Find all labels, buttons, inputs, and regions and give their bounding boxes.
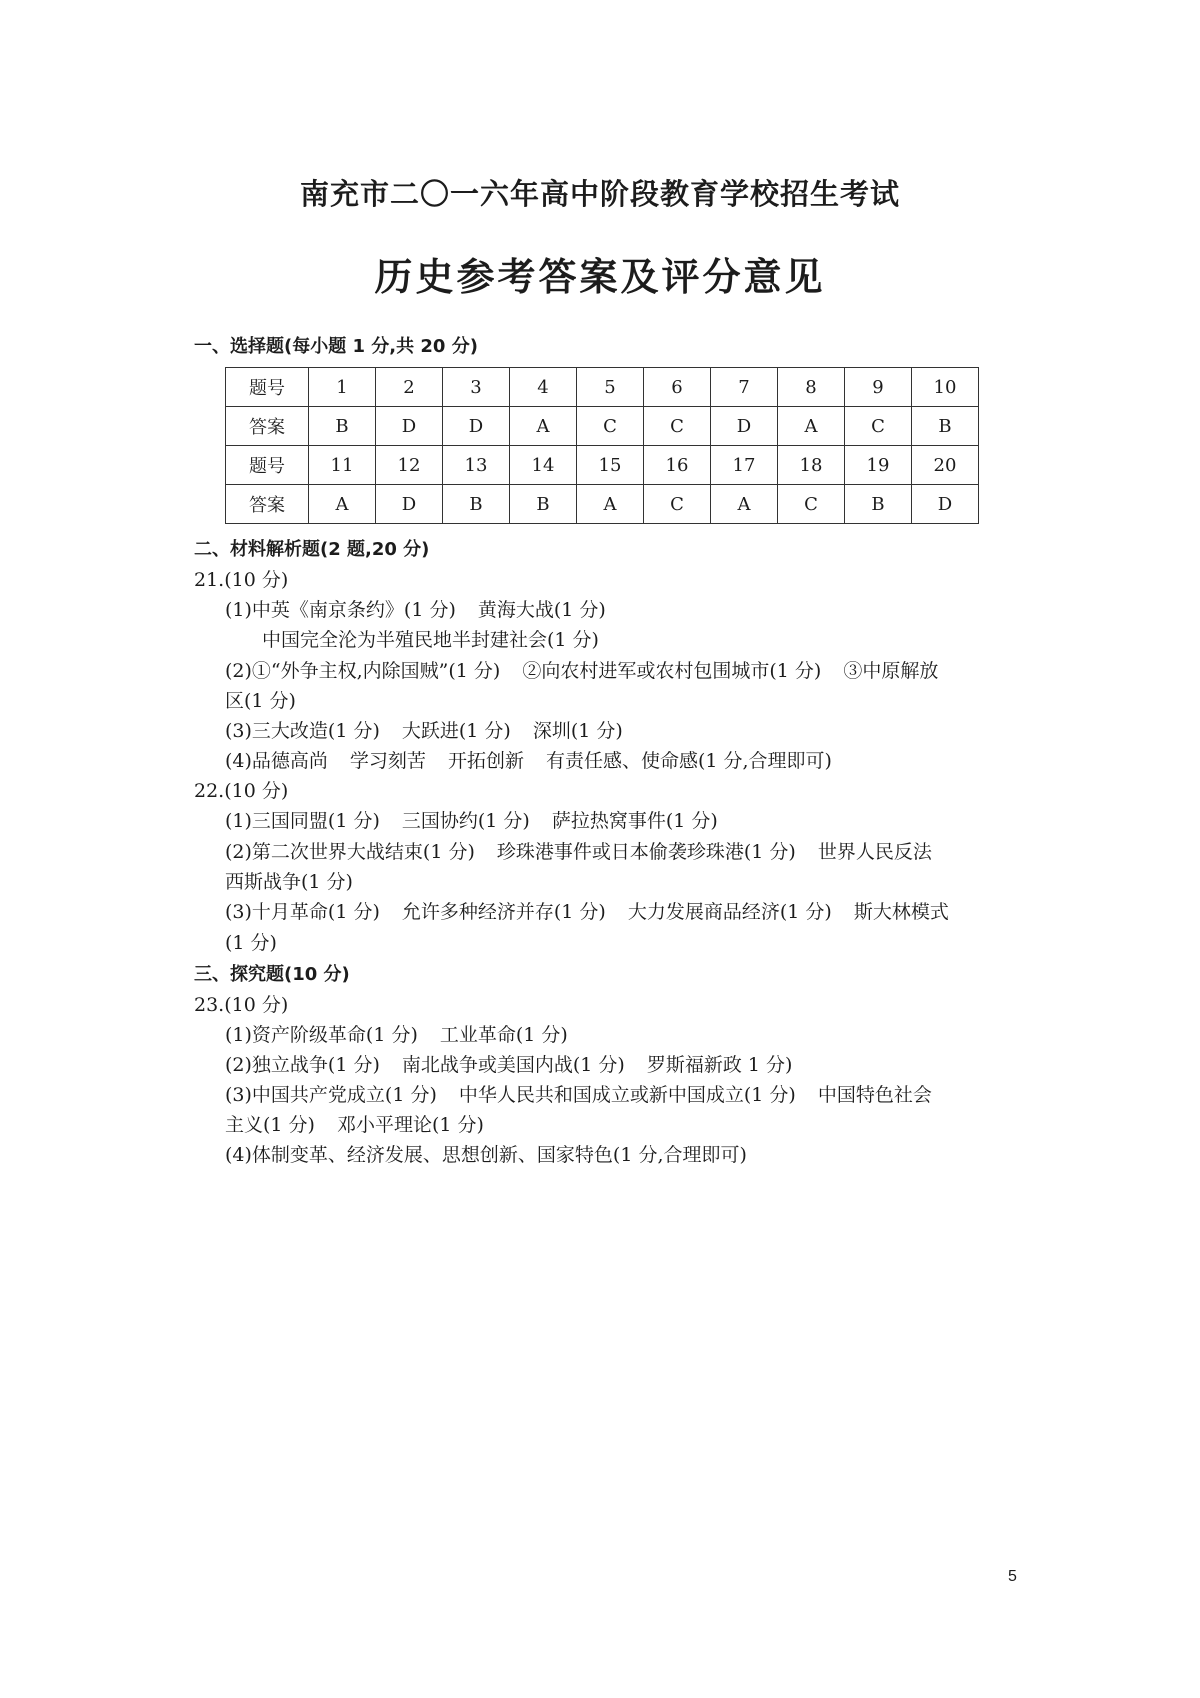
question-number: 16 bbox=[644, 446, 711, 485]
section2-heading: 二、材料解析题(2 题,20 分) bbox=[194, 539, 430, 560]
q21-part1-cont: 中国完全沦为半殖民地半封建社会(1 分) bbox=[262, 629, 599, 651]
q23-part3 bbox=[225, 1083, 932, 1107]
answer-cell: A bbox=[711, 485, 778, 524]
answer-cell: B bbox=[443, 485, 510, 524]
answer-cell: C bbox=[778, 485, 845, 524]
answer-cell: A bbox=[510, 407, 577, 446]
answer-text: 有责任感、使命感(1 分,合理即可) bbox=[545, 750, 832, 772]
answer-text: (2)第二次世界大战结束(1 分) bbox=[225, 841, 475, 863]
question-number: 9 bbox=[845, 368, 912, 407]
question-number: 4 bbox=[510, 368, 577, 407]
q22-part3 bbox=[225, 900, 949, 924]
q21-part1 bbox=[225, 598, 606, 622]
q23-part2 bbox=[225, 1053, 792, 1077]
answer-text: 中国特色社会 bbox=[817, 1084, 932, 1106]
answer-text: (4)品德高尚 bbox=[225, 750, 328, 772]
answer-text: 工业革命(1 分) bbox=[439, 1024, 568, 1046]
answer-cell: C bbox=[644, 485, 711, 524]
section3-heading: 三、探究题(10 分) bbox=[194, 964, 350, 985]
answer-text: (2)①“外争主权,内除国贼”(1 分) bbox=[225, 660, 501, 682]
answer-text: 萨拉热窝事件(1 分) bbox=[551, 810, 718, 832]
answer-cell: A bbox=[577, 485, 644, 524]
answer-cell: D bbox=[376, 407, 443, 446]
question-number: 3 bbox=[443, 368, 510, 407]
answer-text: ③中原解放 bbox=[843, 660, 939, 682]
question-number: 5 bbox=[577, 368, 644, 407]
answer-key-title: 历史参考答案及评分意见 bbox=[374, 255, 826, 299]
row-label-number: 题号 bbox=[226, 446, 309, 485]
answer-text: ②向农村进军或农村包围城市(1 分) bbox=[522, 660, 822, 682]
q23-label: 23.(10 分) bbox=[194, 994, 289, 1016]
question-number: 13 bbox=[443, 446, 510, 485]
answer-cell: B bbox=[510, 485, 577, 524]
answer-text: 罗斯福新政 1 分) bbox=[646, 1054, 793, 1076]
answer-cell: C bbox=[644, 407, 711, 446]
table-row bbox=[226, 407, 979, 446]
q21-part4 bbox=[225, 749, 832, 773]
answer-text: (1)资产阶级革命(1 分) bbox=[225, 1024, 418, 1046]
question-number: 15 bbox=[577, 446, 644, 485]
answer-text: (3)中国共产党成立(1 分) bbox=[225, 1084, 437, 1106]
answer-text: 南北战争或美国内战(1 分) bbox=[401, 1054, 625, 1076]
question-number: 12 bbox=[376, 446, 443, 485]
answer-cell: C bbox=[577, 407, 644, 446]
q22-part2-cont: 西斯战争(1 分) bbox=[225, 871, 353, 893]
row-label-number: 题号 bbox=[226, 368, 309, 407]
answer-cell: D bbox=[443, 407, 510, 446]
question-number: 7 bbox=[711, 368, 778, 407]
q21-part2 bbox=[225, 659, 938, 683]
answer-text: 邓小平理论(1 分) bbox=[336, 1114, 484, 1136]
section1-heading: 一、选择题(每小题 1 分,共 20 分) bbox=[194, 336, 478, 357]
answer-cell: A bbox=[778, 407, 845, 446]
answer-text: (1)中英《南京条约》(1 分) bbox=[225, 599, 456, 621]
answer-text: (3)三大改造(1 分) bbox=[225, 720, 380, 742]
question-number: 2 bbox=[376, 368, 443, 407]
q21-part3 bbox=[225, 719, 623, 743]
answer-text: 珍珠港事件或日本偷袭珍珠港(1 分) bbox=[496, 841, 796, 863]
answer-text: 黄海大战(1 分) bbox=[477, 599, 606, 621]
answer-cell: A bbox=[309, 485, 376, 524]
q23-part4: (4)体制变革、经济发展、思想创新、国家特色(1 分,合理即可) bbox=[225, 1144, 747, 1166]
answer-text: 大力发展商品经济(1 分) bbox=[627, 901, 832, 923]
table-row bbox=[226, 485, 979, 524]
question-number: 11 bbox=[309, 446, 376, 485]
answer-cell: C bbox=[845, 407, 912, 446]
question-number: 10 bbox=[912, 368, 979, 407]
answer-text: 三国协约(1 分) bbox=[401, 810, 530, 832]
q21-label: 21.(10 分) bbox=[194, 569, 289, 591]
answer-cell: B bbox=[845, 485, 912, 524]
q22-part1 bbox=[225, 809, 718, 833]
answer-text: (1)三国同盟(1 分) bbox=[225, 810, 380, 832]
answer-text: 开拓创新 bbox=[447, 750, 524, 772]
question-number: 14 bbox=[510, 446, 577, 485]
answer-cell: D bbox=[711, 407, 778, 446]
answer-text: 深圳(1 分) bbox=[532, 720, 623, 742]
question-number: 17 bbox=[711, 446, 778, 485]
answer-text: 世界人民反法 bbox=[817, 841, 932, 863]
q21-part2-cont: 区(1 分) bbox=[225, 690, 296, 712]
q22-part3-cont: (1 分) bbox=[225, 932, 277, 954]
table-row bbox=[226, 446, 979, 485]
answer-text: 斯大林模式 bbox=[853, 901, 949, 923]
answer-cell: D bbox=[912, 485, 979, 524]
question-number: 1 bbox=[309, 368, 376, 407]
q23-part1 bbox=[225, 1023, 568, 1047]
q23-part3-cont bbox=[225, 1113, 484, 1137]
question-number: 18 bbox=[778, 446, 845, 485]
row-label-answer: 答案 bbox=[226, 485, 309, 524]
q22-label: 22.(10 分) bbox=[194, 780, 289, 802]
answer-table bbox=[225, 367, 979, 524]
answer-text: 允许多种经济并存(1 分) bbox=[401, 901, 606, 923]
answer-text: 中华人民共和国成立或新中国成立(1 分) bbox=[458, 1084, 796, 1106]
q22-part2 bbox=[225, 840, 932, 864]
question-number: 19 bbox=[845, 446, 912, 485]
answer-cell: B bbox=[309, 407, 376, 446]
question-number: 20 bbox=[912, 446, 979, 485]
answer-text: 大跃进(1 分) bbox=[401, 720, 511, 742]
answer-text: 学习刻苦 bbox=[349, 750, 426, 772]
answer-cell: B bbox=[912, 407, 979, 446]
answer-text: (3)十月革命(1 分) bbox=[225, 901, 380, 923]
question-number: 8 bbox=[778, 368, 845, 407]
answer-cell: D bbox=[376, 485, 443, 524]
answer-text: (2)独立战争(1 分) bbox=[225, 1054, 380, 1076]
answer-text: 主义(1 分) bbox=[225, 1114, 315, 1136]
question-number: 6 bbox=[644, 368, 711, 407]
exam-title: 南充市二〇一六年高中阶段教育学校招生考试 bbox=[299, 177, 900, 211]
page-number: 5 bbox=[1008, 1568, 1017, 1585]
table-row bbox=[226, 368, 979, 407]
row-label-answer: 答案 bbox=[226, 407, 309, 446]
